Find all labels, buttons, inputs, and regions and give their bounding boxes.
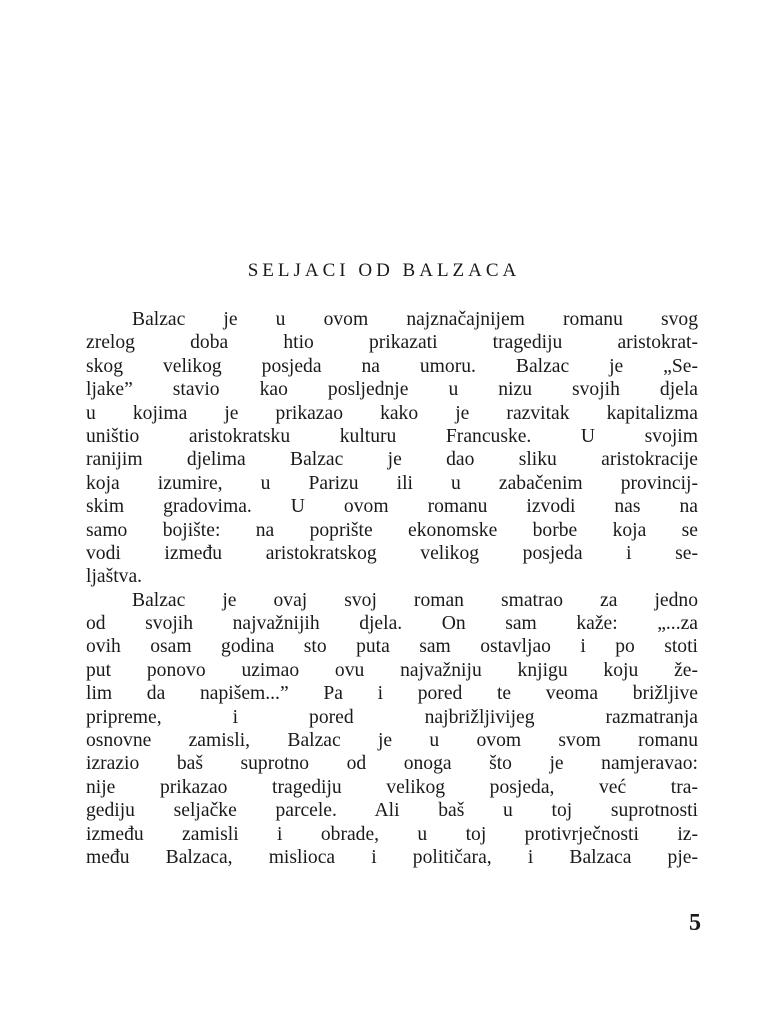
paragraph-2-line-1: Balzac je ovaj svoj roman smatrao za jedno <box>132 589 698 611</box>
paragraph-1-line-10: samo bojište: na poprište ekonomske borbe koja se <box>86 519 698 541</box>
paragraph-2-line-10: gediju seljačke parcele. Ali baš u toj suprotnosti <box>86 800 698 822</box>
paragraph-1-line-6: uništio aristokratsku kulturu Francuske. U svojim <box>86 425 698 447</box>
paragraph-1-line-1: Balzac je u ovom najznačajnijem romanu svog <box>132 309 698 330</box>
paragraph-2-line-12: među Balzaca, mislioca i političara, i Balzaca pje- <box>86 846 698 868</box>
paragraph-2-line-2: od svojih najvažnijih djela. On sam kaže: „...za <box>86 613 698 635</box>
paragraph-1-line-9: skim gradovima. U ovom romanu izvodi nas na <box>86 496 698 518</box>
paragraph-2-line-3: ovih osam godina sto puta sam ostavljao i po stoti <box>86 636 698 658</box>
chapter-title: SELJACI OD BALZACA <box>247 260 521 281</box>
paragraph-2-line-11: između zamisli i obrade, u toj protivrječnosti iz- <box>86 823 698 845</box>
paragraph-2-line-9: nije prikazao tragediju velikog posjeda, već tra- <box>86 776 698 798</box>
paragraph-1-line-3: skog velikog posjeda na umoru. Balzac je „Se- <box>86 355 698 377</box>
page-number: 5 <box>689 910 701 936</box>
paragraph-2-line-8: izrazio baš suprotno od onoga što je namjeravao: <box>86 753 698 775</box>
paragraph-2-line-5: lim da napišem...” Pa i pored te veoma brižljive <box>86 683 698 705</box>
paragraph-1-line-12: ljaštva. <box>86 566 143 588</box>
paragraph-1-line-8: koja izumire, u Parizu ili u zabačenim provincij- <box>86 472 698 494</box>
paragraph-1-line-5: u kojima je prikazao kako je razvitak kapitalizma <box>86 402 698 424</box>
paragraph-2-line-7: osnovne zamisli, Balzac je u ovom svom romanu <box>86 730 698 752</box>
paragraph-1-line-4: ljake” stavio kao posljednje u nizu svojih djela <box>86 379 698 401</box>
body-text <box>86 308 698 869</box>
paragraph-1-line-7: ranijim djelima Balzac je dao sliku aristokracije <box>86 449 698 471</box>
paragraph-2-line-4: put ponovo uzimao ovu najvažniju knjigu koju že- <box>86 659 698 681</box>
paragraph-1-line-11: vodi između aristokratskog velikog posjeda i se- <box>86 542 698 564</box>
paragraph-2-line-6: pripreme, i pored najbrižljivijeg razmatranja <box>86 706 698 728</box>
paragraph-1-line-2: zrelog doba htio prikazati tragediju aristokrat- <box>86 332 698 354</box>
